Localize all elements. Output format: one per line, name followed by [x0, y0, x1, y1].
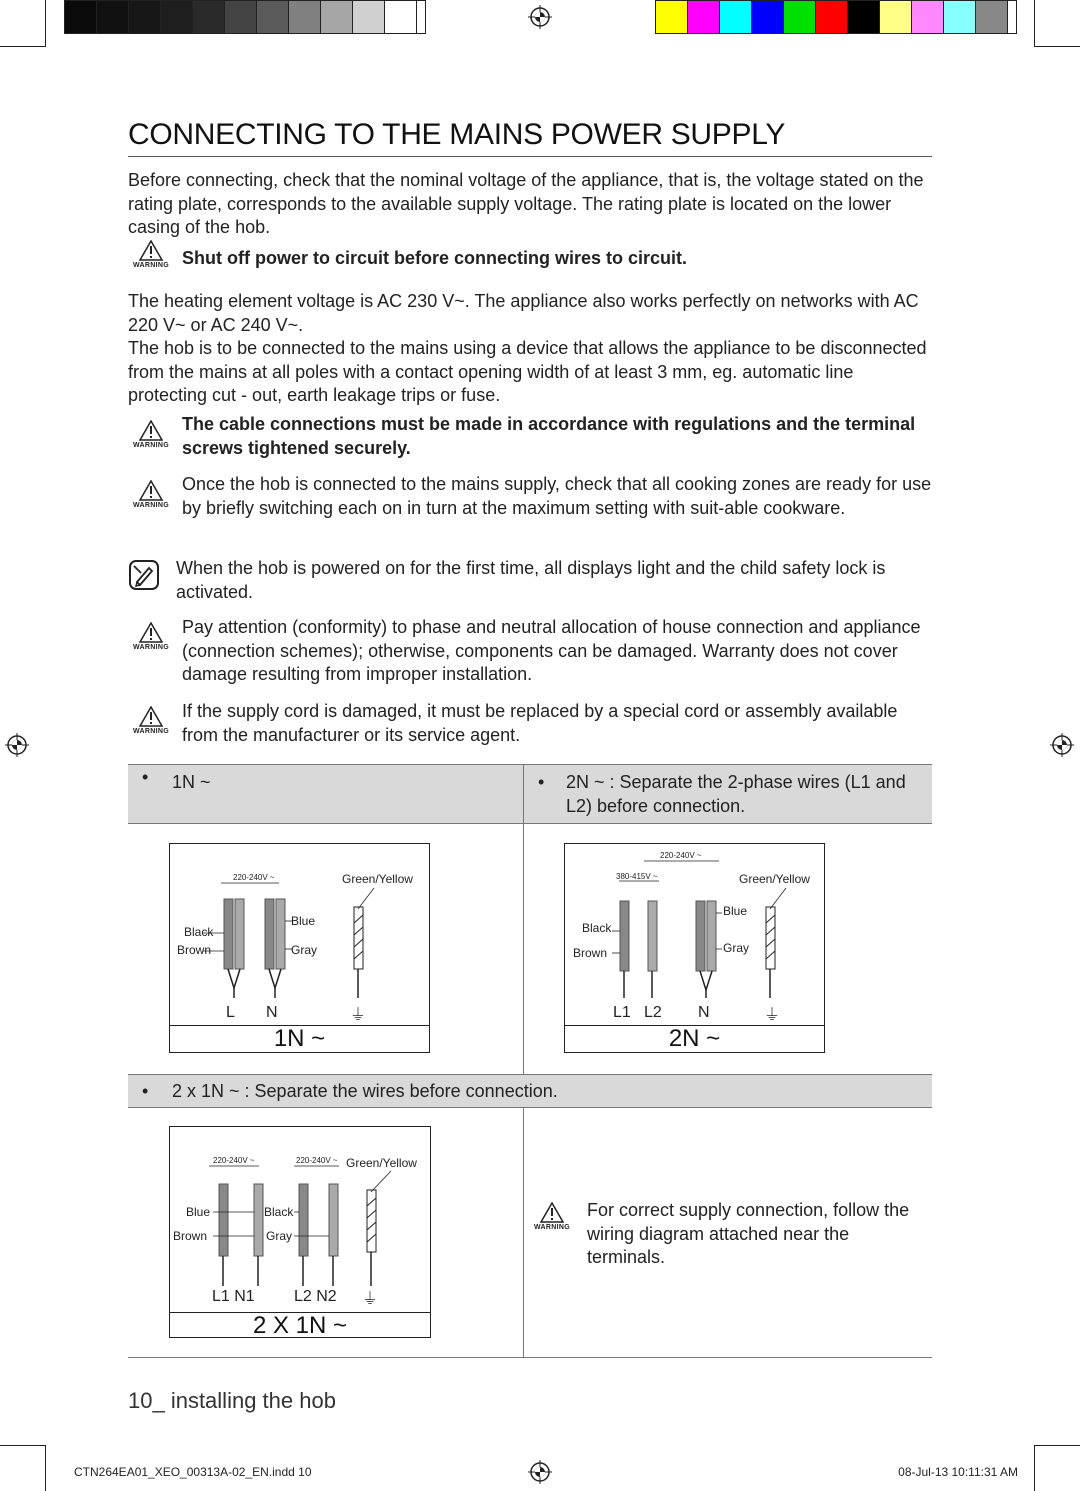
warning-label: WARNING	[133, 644, 169, 651]
black-wire-label: Black	[184, 925, 214, 939]
earth-wire-label: Green/Yellow	[342, 872, 413, 886]
terminal-l: L	[226, 1004, 235, 1021]
terminal-l2: L2	[644, 1004, 662, 1021]
warning-badge	[126, 706, 176, 735]
grey-color-bar	[64, 0, 426, 34]
terminal-l1-n1: L1 N1	[212, 1288, 255, 1305]
color-swatch	[752, 1, 784, 33]
color-swatch	[784, 1, 816, 33]
terminal-l1: L1	[613, 1004, 631, 1021]
crop-mark	[1034, 1445, 1035, 1491]
voltage-label: 220-240V ~	[233, 873, 275, 882]
page-title: CONNECTING TO THE MAINS POWER SUPPLY	[128, 118, 786, 151]
table-divider	[523, 1107, 524, 1357]
diagram-caption: 2 X 1N ~	[169, 1312, 431, 1338]
color-swatch	[129, 1, 161, 33]
table-rule	[128, 823, 932, 824]
footer-timestamp: 08-Jul-13 10:11:31 AM	[898, 1465, 1018, 1479]
blue-wire-label: Blue	[186, 1205, 211, 1219]
gray-wire-label: Gray	[723, 941, 750, 955]
footer-file-name: CTN264EA01_XEO_00313A-02_EN.indd 10	[74, 1465, 312, 1479]
table-rule	[128, 1107, 932, 1108]
warning-triangle-icon	[139, 480, 163, 501]
color-swatch	[656, 1, 688, 33]
warning-triangle-icon	[139, 240, 163, 261]
color-swatch	[816, 1, 848, 33]
color-swatch	[912, 1, 944, 33]
header-2x1n-text: 2 x 1N ~ : Separate the wires before connection.	[172, 1081, 558, 1101]
note-text: When the hob is powered on for the first time, all displays light and the child safety lock is activated.	[176, 558, 886, 602]
gray-wire-label: Gray	[291, 943, 318, 957]
page-section-title: 10_ installing the hob	[128, 1388, 336, 1413]
voltage-label: 220-240V ~	[660, 851, 702, 860]
color-swatch	[688, 1, 720, 33]
warning-text: The cable connections must be made in accordance with regulations and the terminal screws tightened securely.	[182, 414, 916, 458]
color-swatch	[193, 1, 225, 33]
disconnect-paragraph: The hob is to be connected to the mains using a device that allows the appliance to be disconnected from the mains at all poles with a contact opening width of at least 3 mm, eg. automatic line protecting cut - out, earth leakage trips or fuse.	[128, 338, 927, 405]
crop-mark	[1034, 0, 1035, 46]
warning-label: WARNING	[133, 502, 169, 509]
table-rule	[128, 1357, 932, 1358]
earth-terminal-icon: ⏚	[764, 1007, 781, 1024]
header-1n-text: 1N ~	[172, 772, 211, 792]
terminal-l2-n2: L2 N2	[294, 1288, 337, 1305]
warning-badge	[126, 240, 176, 269]
earth-terminal-icon: ⏚	[350, 1007, 367, 1024]
color-swatch	[880, 1, 912, 33]
crop-mark	[1034, 46, 1080, 47]
color-swatch	[161, 1, 193, 33]
voltage-label: 220-240V ~	[296, 1156, 338, 1165]
warning-triangle-icon	[540, 1202, 564, 1223]
warning-label: WARNING	[133, 442, 169, 449]
earth-terminal-icon: ⏚	[362, 1291, 379, 1308]
color-swatch	[65, 1, 97, 33]
crop-mark	[1034, 1445, 1080, 1446]
table-header-1n: • 1N ~	[128, 765, 523, 823]
color-swatch	[353, 1, 385, 33]
warning-label: WARNING	[133, 728, 169, 735]
table-divider	[523, 765, 524, 1075]
warning-badge	[527, 1202, 577, 1231]
table-header-2n: • 2N ~ : Separate the 2-phase wires (L1 and L2) before connection.	[524, 765, 932, 823]
crop-mark	[45, 1445, 46, 1491]
color-swatch	[97, 1, 129, 33]
crop-mark	[0, 46, 46, 47]
black-wire-label: Black	[582, 921, 612, 935]
registration-mark-icon	[5, 733, 29, 757]
black-wire-label: Black	[264, 1205, 294, 1219]
registration-mark-icon	[528, 5, 552, 29]
warning-badge	[126, 420, 176, 449]
gray-wire-label: Gray	[266, 1229, 293, 1243]
brown-wire-label: Brown	[177, 943, 212, 957]
blue-wire-label: Blue	[723, 904, 748, 918]
color-swatch	[289, 1, 321, 33]
table-header-2x1n: • 2 x 1N ~ : Separate the wires before connection.	[128, 1075, 932, 1107]
blue-wire-label: Blue	[291, 914, 316, 928]
color-swatch	[257, 1, 289, 33]
note-pencil-icon	[129, 560, 159, 590]
warning-label: WARNING	[534, 1224, 570, 1231]
brown-wire-label: Brown	[573, 946, 608, 960]
warning-text: Pay attention (conformity) to phase and neutral allocation of house connection and appliance (connection schemes); otherwise, components can be damaged. Warranty does not cover damage resulting from improper installation.	[182, 617, 921, 684]
warning-text: Shut off power to circuit before connecting wires to circuit.	[182, 248, 688, 268]
warning-text: For correct supply connection, follow the wiring diagram attached near the terminals.	[587, 1200, 910, 1267]
warning-text: Once the hob is connected to the mains supply, check that all cooking zones are ready for use by briefly switching each on in turn at the maximum setting with suit-able cookware.	[182, 474, 932, 518]
diagram-caption: 2N ~	[564, 1025, 825, 1053]
warning-label: WARNING	[133, 262, 169, 269]
wire-bundle-icon	[169, 1126, 431, 1313]
crop-mark	[0, 1445, 46, 1446]
color-swatch	[385, 1, 417, 33]
warning-triangle-icon	[139, 622, 163, 643]
title-rule	[128, 156, 932, 157]
color-swatch	[944, 1, 976, 33]
color-swatch	[976, 1, 1008, 33]
color-swatch	[848, 1, 880, 33]
color-bar	[655, 0, 1017, 34]
color-swatch	[720, 1, 752, 33]
voltage-paragraph: The heating element voltage is AC 230 V~. The appliance also works perfectly on networks with AC 220 V~ or AC 240 V~.	[128, 291, 919, 335]
warning-badge	[126, 480, 176, 509]
voltage-label: 220-240V ~	[213, 1156, 255, 1165]
earth-wire-label: Green/Yellow	[739, 872, 810, 886]
earth-wire-label: Green/Yellow	[346, 1156, 417, 1170]
color-swatch	[321, 1, 353, 33]
terminal-n: N	[698, 1004, 710, 1021]
registration-mark-icon	[1050, 733, 1074, 757]
brown-wire-label: Brown	[173, 1229, 208, 1243]
header-2n-text: 2N ~ : Separate the 2-phase wires (L1 and L2) before connection.	[566, 772, 906, 816]
registration-mark-icon	[528, 1460, 552, 1484]
diagram-caption: 1N ~	[169, 1025, 430, 1053]
voltage-label: 380-415V ~	[616, 872, 658, 881]
intro-paragraph: Before connecting, check that the nominal voltage of the appliance, that is, the voltage stated on the rating plate, corresponds to the available supply voltage. The rating plate is located on the lower casing of the hob.	[128, 170, 924, 237]
color-swatch	[225, 1, 257, 33]
warning-triangle-icon	[139, 706, 163, 727]
warning-triangle-icon	[139, 420, 163, 441]
warning-badge	[126, 622, 176, 651]
terminal-n: N	[266, 1004, 278, 1021]
warning-text: If the supply cord is damaged, it must be replaced by a special cord or assembly available from the manufacturer or its service agent.	[182, 701, 898, 745]
crop-mark	[45, 0, 46, 46]
